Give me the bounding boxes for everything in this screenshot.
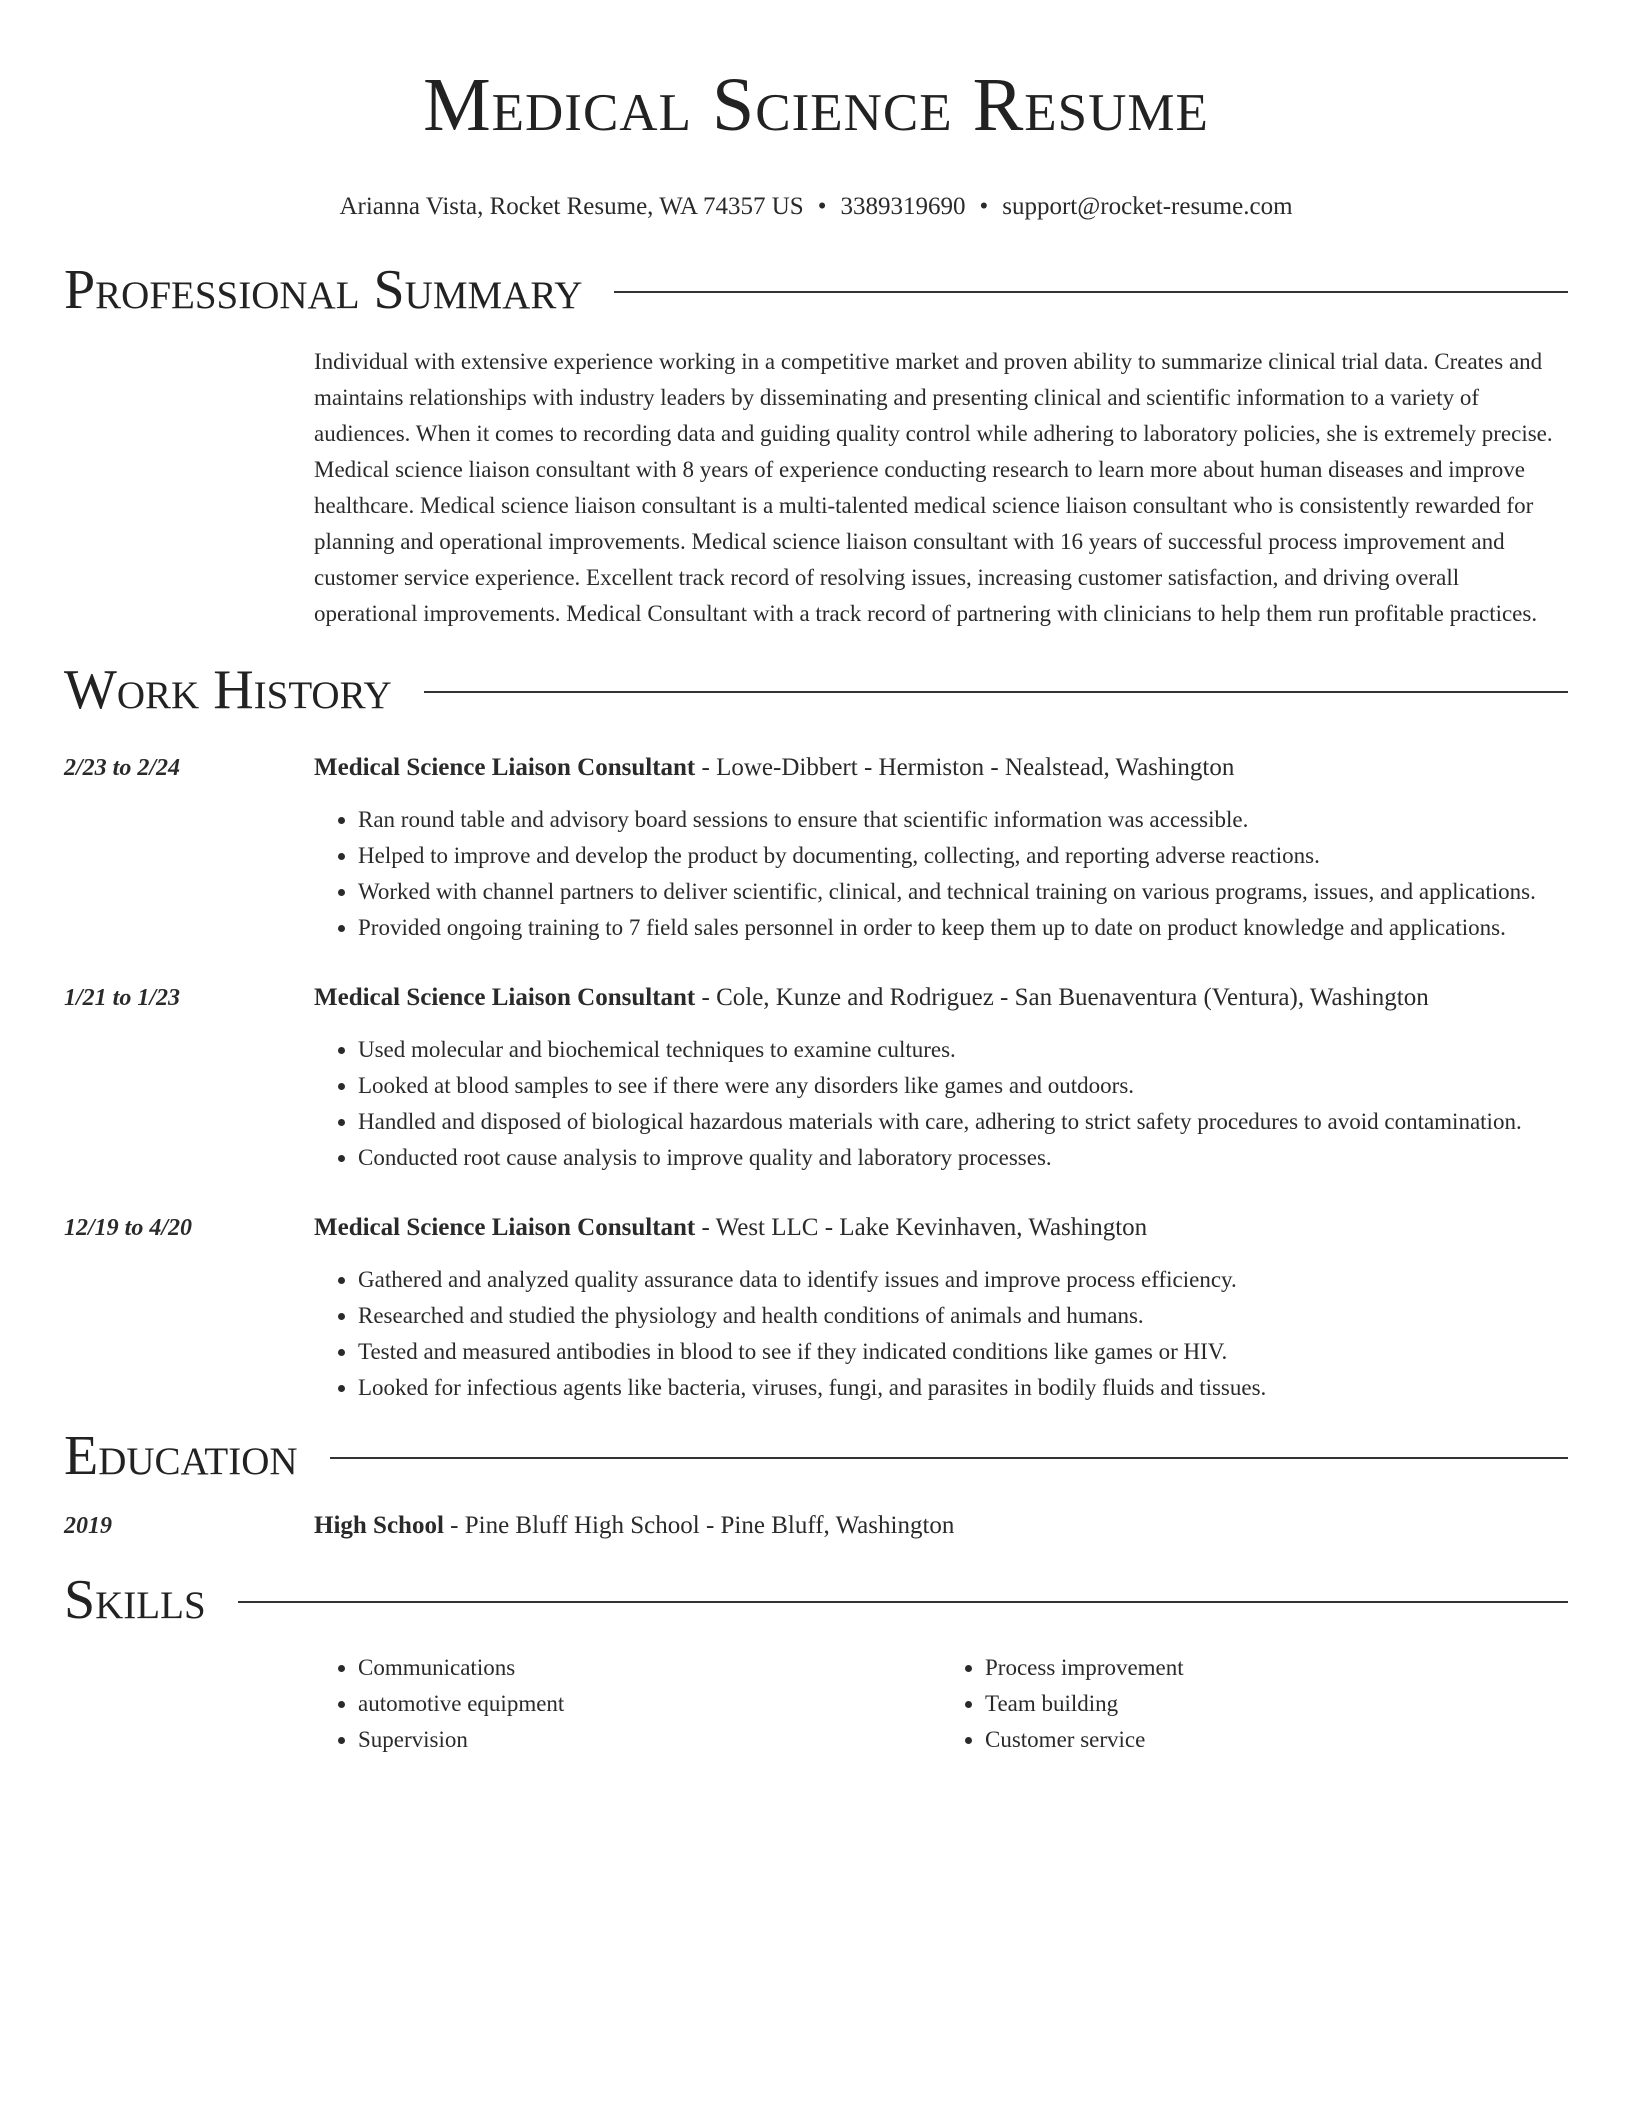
skill-item: • Customer service: [985, 1722, 1568, 1758]
skills-heading: Skills: [64, 1569, 206, 1631]
skill-item: • Supervision: [358, 1722, 941, 1758]
education-line: [314, 1508, 1568, 1544]
section-divider: [614, 291, 1568, 293]
job-employer-location: - West LLC - Lake Kevinhaven, Washington: [695, 1214, 1148, 1241]
work-history-list: [64, 750, 1568, 1406]
skill-item: • automotive equipment: [358, 1686, 941, 1722]
contact-separator: •: [817, 193, 827, 220]
job-bullet: • Tested and measured antibodies in blood to see if they indicated conditions like games or HIV.: [358, 1334, 1568, 1370]
skills-section-header: [64, 1566, 1568, 1634]
education-details: - Pine Bluff High School - Pine Bluff, Washington: [443, 1512, 955, 1539]
skill-item: • Process improvement: [985, 1650, 1568, 1686]
work-section-header: [64, 656, 1568, 724]
job-bullet: • Looked at blood samples to see if there were any disorders like games and outdoors.: [358, 1068, 1568, 1104]
education-degree: High School: [314, 1512, 444, 1539]
contact-line: [64, 192, 1568, 222]
work-title-line: [314, 980, 1568, 1016]
job-bullet: • Gathered and analyzed quality assurance data to identify issues and improve process efficiency.: [358, 1262, 1568, 1298]
work-date: 12/19 to 4/20: [64, 1215, 193, 1241]
education-item: [64, 1508, 1568, 1544]
work-entry-body: [314, 980, 1568, 1176]
education-heading: Education: [64, 1425, 298, 1487]
section-divider: [330, 1457, 1568, 1459]
job-employer-location: - Cole, Kunze and Rodriguez - San Buenaventura (Ventura), Washington: [695, 984, 1429, 1011]
skill-item: • Team building: [985, 1686, 1568, 1722]
skills-column-left: [314, 1650, 941, 1758]
contact-separator: •: [979, 193, 989, 220]
job-bullet: • Researched and studied the physiology and health conditions of animals and humans.: [358, 1298, 1568, 1334]
contact-phone: 3389319690: [840, 193, 966, 220]
job-employer-location: - Lowe-Dibbert - Hermiston - Nealstead, Washington: [695, 754, 1235, 781]
section-divider: [424, 691, 1568, 693]
work-entry: [64, 750, 1568, 946]
job-bullet: • Looked for infectious agents like bacteria, viruses, fungi, and parasites in bodily fluids and tissues.: [358, 1370, 1568, 1406]
summary-heading: Professional Summary: [64, 259, 583, 321]
summary-text: Individual with extensive experience working in a competitive market and proven ability to summarize clinical trial data. Creates and maintains relationships with industry leaders by disseminating and presenting clinical and scientific information to a variety of audiences. When it comes to recording data and guiding quality control while adhering to laboratory policies, she is extremely precise. Medical science liaison consultant with 8 years of experience conducting research to learn more about human diseases and improve healthcare. Medical science liaison consultant is a multi-talented medical science liaison consultant who is consistently rewarded for planning and operational improvements. Medical science liaison consultant with 16 years of successful process improvement and customer service experience. Excellent track record of resolving issues, increasing customer satisfaction, and driving overall operational improvements. Medical Consultant with a track record of partnering with clinicians to help them run profitable practices.: [314, 349, 1553, 626]
work-heading: Work History: [64, 659, 392, 721]
work-date: 2/23 to 2/24: [64, 755, 181, 781]
job-bullet: • Helped to improve and develop the product by documenting, collecting, and reporting adverse reactions.: [358, 838, 1568, 874]
summary-section-header: [64, 256, 1568, 324]
job-title: Medical Science Liaison Consultant: [314, 984, 696, 1011]
contact-email: support@rocket-resume.com: [1002, 193, 1293, 220]
work-entry: [64, 980, 1568, 1176]
work-title-line: [314, 750, 1568, 786]
work-date: 1/21 to 1/23: [64, 985, 181, 1011]
job-title: Medical Science Liaison Consultant: [314, 1214, 696, 1241]
work-title-line: [314, 1210, 1568, 1246]
skills-grid: [314, 1650, 1568, 1758]
skill-item: • Communications: [358, 1650, 941, 1686]
work-entry-body: [314, 750, 1568, 946]
job-bullets: [314, 1262, 1568, 1406]
job-bullets: [314, 1032, 1568, 1176]
education-section-header: [64, 1422, 1568, 1490]
job-bullet: • Ran round table and advisory board sessions to ensure that scientific information was accessible.: [358, 802, 1568, 838]
job-bullet: • Conducted root cause analysis to improve quality and laboratory processes.: [358, 1140, 1568, 1176]
job-title: Medical Science Liaison Consultant: [314, 754, 696, 781]
section-divider: [238, 1601, 1568, 1603]
work-entry-body: [314, 1210, 1568, 1406]
skills-column-right: [941, 1650, 1568, 1758]
job-bullet: • Worked with channel partners to deliver scientific, clinical, and technical training on various programs, issues, and applications.: [358, 874, 1568, 910]
job-bullet: • Used molecular and biochemical techniques to examine cultures.: [358, 1032, 1568, 1068]
job-bullet: • Provided ongoing training to 7 field sales personnel in order to keep them up to date on product knowledge and applications.: [358, 910, 1568, 946]
job-bullet: • Handled and disposed of biological hazardous materials with care, adhering to strict safety procedures to avoid contamination.: [358, 1104, 1568, 1140]
job-bullets: [314, 802, 1568, 946]
contact-address: Arianna Vista, Rocket Resume, WA 74357 US: [339, 193, 804, 220]
education-date: 2019: [64, 1513, 112, 1539]
resume-name: Medical Science Resume: [423, 63, 1209, 147]
work-entry: [64, 1210, 1568, 1406]
